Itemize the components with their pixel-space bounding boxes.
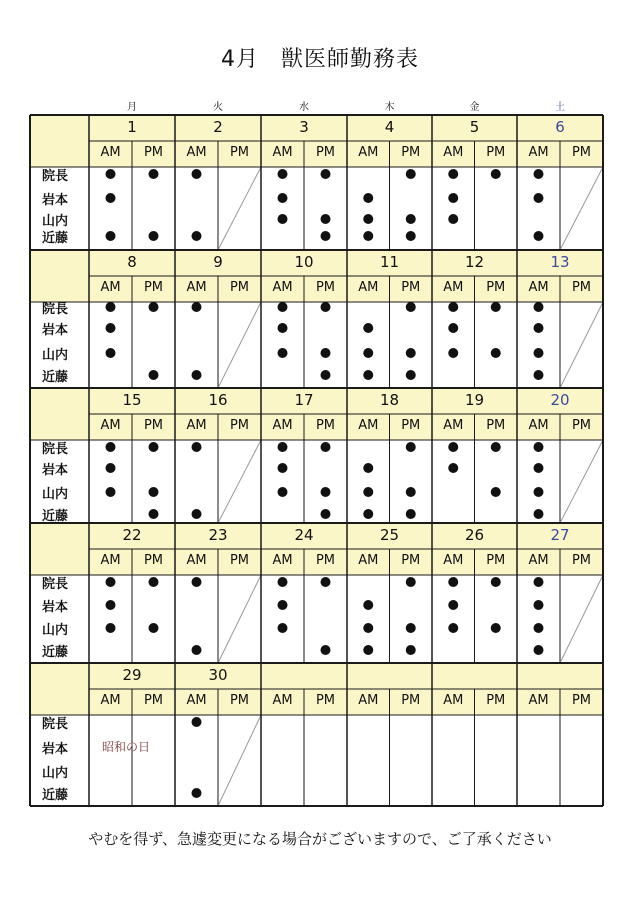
weekday-label: 土 xyxy=(555,102,565,113)
shift-dot-am xyxy=(278,169,288,179)
date-number: 10 xyxy=(294,253,314,271)
shift-dot-pm xyxy=(406,645,416,655)
shift-dot-am xyxy=(278,442,288,452)
am-label: AM xyxy=(528,145,549,160)
shift-dot-am xyxy=(363,214,373,224)
shift-dot-pm xyxy=(491,169,501,179)
closed-slash xyxy=(218,167,261,250)
shift-dot-pm xyxy=(491,302,501,312)
date-number: 27 xyxy=(550,526,570,544)
shift-dot-am xyxy=(363,509,373,519)
shift-dot-am xyxy=(192,169,202,179)
shift-dot-am xyxy=(448,323,458,333)
pm-label: PM xyxy=(486,693,506,708)
date-number: 25 xyxy=(379,526,400,544)
closed-slash xyxy=(560,167,603,250)
doctor-name: 院長 xyxy=(42,717,69,732)
shift-dot-pm xyxy=(149,370,159,380)
doctor-name: 近藤 xyxy=(42,231,69,246)
am-label: AM xyxy=(186,280,207,295)
shift-dot-am xyxy=(106,623,116,633)
am-label: AM xyxy=(358,553,379,568)
shift-dot-am xyxy=(192,645,202,655)
date-number: 18 xyxy=(379,391,400,409)
shift-dot-pm xyxy=(149,577,159,587)
shift-dot-pm xyxy=(321,645,331,655)
date-number: 16 xyxy=(208,391,228,409)
shift-dot-am xyxy=(534,463,544,473)
shift-dot-am xyxy=(448,193,458,203)
pm-label: PM xyxy=(401,553,421,568)
shift-dot-am xyxy=(363,463,373,473)
pm-label: PM xyxy=(401,693,421,708)
am-label: AM xyxy=(186,145,207,160)
am-label: AM xyxy=(100,280,121,295)
doctor-name: 院長 xyxy=(42,577,69,592)
closed-slash xyxy=(218,715,261,806)
doctor-name: 山内 xyxy=(42,623,69,638)
shift-dot-am xyxy=(363,348,373,358)
weekday-label: 水 xyxy=(299,102,309,113)
shift-dot-am xyxy=(363,323,373,333)
shift-dot-am xyxy=(363,193,373,203)
shift-dot-am xyxy=(534,370,544,380)
shift-dot-pm xyxy=(406,577,416,587)
date-number: 1 xyxy=(127,118,137,136)
pm-label: PM xyxy=(315,418,336,433)
am-label: AM xyxy=(186,418,207,433)
pm-label: PM xyxy=(486,145,506,160)
shift-dot-am xyxy=(106,193,116,203)
shift-dot-pm xyxy=(406,370,416,380)
shift-dot-am xyxy=(106,231,116,241)
date-number: 17 xyxy=(294,391,314,409)
shift-dot-am xyxy=(534,323,544,333)
shift-dot-pm xyxy=(406,214,416,224)
doctor-name: 岩本 xyxy=(42,463,69,478)
doctor-name: 岩本 xyxy=(42,193,69,208)
doctor-name: 近藤 xyxy=(42,788,69,803)
shift-dot-pm xyxy=(321,442,331,452)
shift-dot-pm xyxy=(406,348,416,358)
shift-dot-am xyxy=(278,600,288,610)
pm-label: PM xyxy=(229,553,250,568)
shift-dot-am xyxy=(534,193,544,203)
am-label: AM xyxy=(443,418,464,433)
shift-dot-pm xyxy=(321,370,331,380)
am-label: AM xyxy=(186,553,207,568)
date-number: 11 xyxy=(379,253,400,271)
am-label: AM xyxy=(528,280,549,295)
shift-dot-am xyxy=(534,509,544,519)
shift-dot-am xyxy=(448,214,458,224)
date-number: 30 xyxy=(208,666,228,684)
weekday-label: 月 xyxy=(127,102,137,113)
shift-dot-am xyxy=(278,577,288,587)
shift-dot-pm xyxy=(321,169,331,179)
date-number: 3 xyxy=(299,118,309,136)
shift-dot-pm xyxy=(406,623,416,633)
shift-dot-pm xyxy=(406,442,416,452)
shift-dot-am xyxy=(106,302,116,312)
closed-slash xyxy=(560,575,603,663)
shift-dot-pm xyxy=(406,231,416,241)
doctor-name: 山内 xyxy=(42,348,69,363)
date-number: 23 xyxy=(208,526,228,544)
date-number: 24 xyxy=(294,526,314,544)
shift-dot-pm xyxy=(321,577,331,587)
am-label: AM xyxy=(443,693,464,708)
shift-dot-am xyxy=(278,214,288,224)
closed-slash xyxy=(560,302,603,388)
shift-dot-am xyxy=(106,442,116,452)
shift-dot-am xyxy=(363,645,373,655)
shift-dot-am xyxy=(534,169,544,179)
shift-dot-pm xyxy=(491,348,501,358)
shift-dot-am xyxy=(192,717,202,727)
shift-dot-pm xyxy=(149,442,159,452)
pm-label: PM xyxy=(143,145,164,160)
shift-dot-pm xyxy=(149,509,159,519)
pm-label: PM xyxy=(143,553,164,568)
pm-label: PM xyxy=(486,280,506,295)
shift-dot-am xyxy=(448,463,458,473)
title-month: 4月 xyxy=(220,47,259,72)
pm-label: PM xyxy=(401,145,421,160)
pm-label: PM xyxy=(229,145,250,160)
shift-dot-am xyxy=(534,348,544,358)
doctor-name: 近藤 xyxy=(42,370,69,385)
shift-dot-pm xyxy=(406,509,416,519)
doctor-name: 山内 xyxy=(42,214,69,229)
shift-dot-am xyxy=(534,645,544,655)
date-number: 15 xyxy=(122,391,142,409)
pm-label: PM xyxy=(143,693,164,708)
date-number: 22 xyxy=(122,526,142,544)
shift-dot-am xyxy=(192,788,202,798)
date-number: 12 xyxy=(464,253,485,271)
pm-label: PM xyxy=(571,693,592,708)
shift-dot-pm xyxy=(491,577,501,587)
pm-label: PM xyxy=(315,145,336,160)
shift-dot-am xyxy=(278,348,288,358)
title-text: 獣医師勤務表 xyxy=(280,47,419,72)
footer-notice: やむを得ず、急遽変更になる場合がございますので、ご了承ください xyxy=(88,830,552,848)
date-number: 20 xyxy=(550,391,570,409)
shift-dot-am xyxy=(106,323,116,333)
am-label: AM xyxy=(358,693,379,708)
shift-dot-pm xyxy=(149,623,159,633)
doctor-name: 院長 xyxy=(42,169,69,184)
date-number: 29 xyxy=(122,666,142,684)
shift-dot-am xyxy=(534,600,544,610)
shift-dot-pm xyxy=(149,302,159,312)
shift-dot-am xyxy=(278,323,288,333)
closed-slash xyxy=(218,575,261,663)
shift-dot-am xyxy=(448,600,458,610)
pm-label: PM xyxy=(143,280,164,295)
shift-dot-am xyxy=(534,231,544,241)
doctor-name: 山内 xyxy=(42,766,69,781)
pm-label: PM xyxy=(143,418,164,433)
pm-label: PM xyxy=(571,280,592,295)
shift-dot-pm xyxy=(149,487,159,497)
date-number: 2 xyxy=(213,118,223,136)
shift-dot-am xyxy=(448,442,458,452)
shift-dot-pm xyxy=(321,231,331,241)
pm-label: PM xyxy=(229,418,250,433)
date-number: 6 xyxy=(555,118,565,136)
am-label: AM xyxy=(272,553,293,568)
shift-dot-pm xyxy=(491,487,501,497)
shift-dot-am xyxy=(278,463,288,473)
holiday-label: 昭和の日 xyxy=(102,740,151,754)
shift-dot-am xyxy=(534,302,544,312)
am-label: AM xyxy=(272,693,293,708)
doctor-name: 院長 xyxy=(42,302,69,317)
shift-dot-pm xyxy=(321,348,331,358)
shift-dot-am xyxy=(363,600,373,610)
shift-dot-am xyxy=(363,231,373,241)
weekday-label: 木 xyxy=(384,102,395,113)
pm-label: PM xyxy=(571,553,592,568)
weekday-label: 火 xyxy=(213,102,223,113)
pm-label: PM xyxy=(486,553,506,568)
closed-slash xyxy=(560,440,603,523)
doctor-name: 院長 xyxy=(42,442,69,457)
shift-dot-pm xyxy=(491,623,501,633)
shift-dot-pm xyxy=(406,169,416,179)
doctor-name: 近藤 xyxy=(42,645,69,660)
shift-dot-am xyxy=(192,370,202,380)
date-number: 4 xyxy=(384,118,395,136)
shift-dot-am xyxy=(448,623,458,633)
shift-dot-pm xyxy=(321,214,331,224)
shift-dot-pm xyxy=(149,231,159,241)
shift-dot-am xyxy=(448,348,458,358)
am-label: AM xyxy=(528,693,549,708)
date-number: 9 xyxy=(213,253,223,271)
shift-dot-am xyxy=(534,442,544,452)
shift-dot-am xyxy=(192,231,202,241)
shift-dot-am xyxy=(448,169,458,179)
pm-label: PM xyxy=(229,280,250,295)
shift-dot-pm xyxy=(321,302,331,312)
shift-dot-am xyxy=(534,577,544,587)
shift-dot-am xyxy=(278,487,288,497)
shift-dot-am xyxy=(278,623,288,633)
closed-slash xyxy=(218,440,261,523)
shift-dot-am xyxy=(192,509,202,519)
date-number: 13 xyxy=(550,253,570,271)
am-label: AM xyxy=(100,693,121,708)
doctor-name: 岩本 xyxy=(42,742,69,757)
shift-dot-am xyxy=(534,623,544,633)
shift-dot-pm xyxy=(149,169,159,179)
shift-dot-am xyxy=(363,623,373,633)
shift-dot-pm xyxy=(406,487,416,497)
shift-dot-am xyxy=(106,348,116,358)
shift-dot-pm xyxy=(406,302,416,312)
am-label: AM xyxy=(528,553,549,568)
am-label: AM xyxy=(186,693,207,708)
pm-label: PM xyxy=(401,418,421,433)
shift-dot-pm xyxy=(321,509,331,519)
shift-dot-am xyxy=(106,600,116,610)
shift-dot-pm xyxy=(491,442,501,452)
am-label: AM xyxy=(528,418,549,433)
shift-dot-am xyxy=(363,370,373,380)
pm-label: PM xyxy=(315,553,336,568)
doctor-name: 近藤 xyxy=(42,509,69,524)
pm-label: PM xyxy=(315,693,336,708)
am-label: AM xyxy=(358,418,379,433)
am-label: AM xyxy=(272,418,293,433)
pm-label: PM xyxy=(571,145,592,160)
shift-dot-am xyxy=(192,442,202,452)
pm-label: PM xyxy=(571,418,592,433)
doctor-name: 山内 xyxy=(42,487,69,502)
doctor-name: 岩本 xyxy=(42,600,69,615)
shift-dot-am xyxy=(106,577,116,587)
date-number: 8 xyxy=(127,253,137,271)
pm-label: PM xyxy=(486,418,506,433)
am-label: AM xyxy=(443,145,464,160)
shift-dot-am xyxy=(192,577,202,587)
pm-label: PM xyxy=(315,280,336,295)
pm-label: PM xyxy=(401,280,421,295)
am-label: AM xyxy=(100,553,121,568)
am-label: AM xyxy=(272,145,293,160)
am-label: AM xyxy=(100,145,121,160)
shift-dot-am xyxy=(278,302,288,312)
doctor-name: 岩本 xyxy=(42,323,69,338)
shift-dot-am xyxy=(278,193,288,203)
shift-dot-pm xyxy=(321,487,331,497)
shift-dot-am xyxy=(363,487,373,497)
am-label: AM xyxy=(443,280,464,295)
am-label: AM xyxy=(358,280,379,295)
shift-dot-am xyxy=(106,463,116,473)
weekday-label: 金 xyxy=(469,102,480,113)
pm-label: PM xyxy=(229,693,250,708)
am-label: AM xyxy=(100,418,121,433)
date-number: 5 xyxy=(469,118,480,136)
date-number: 19 xyxy=(464,391,485,409)
am-label: AM xyxy=(358,145,379,160)
shift-dot-am xyxy=(106,487,116,497)
shift-dot-am xyxy=(534,487,544,497)
closed-slash xyxy=(218,302,261,388)
am-label: AM xyxy=(443,553,464,568)
shift-dot-am xyxy=(106,169,116,179)
shift-dot-am xyxy=(448,577,458,587)
am-label: AM xyxy=(272,280,293,295)
shift-dot-am xyxy=(448,302,458,312)
shift-dot-am xyxy=(192,302,202,312)
date-number: 26 xyxy=(464,526,485,544)
